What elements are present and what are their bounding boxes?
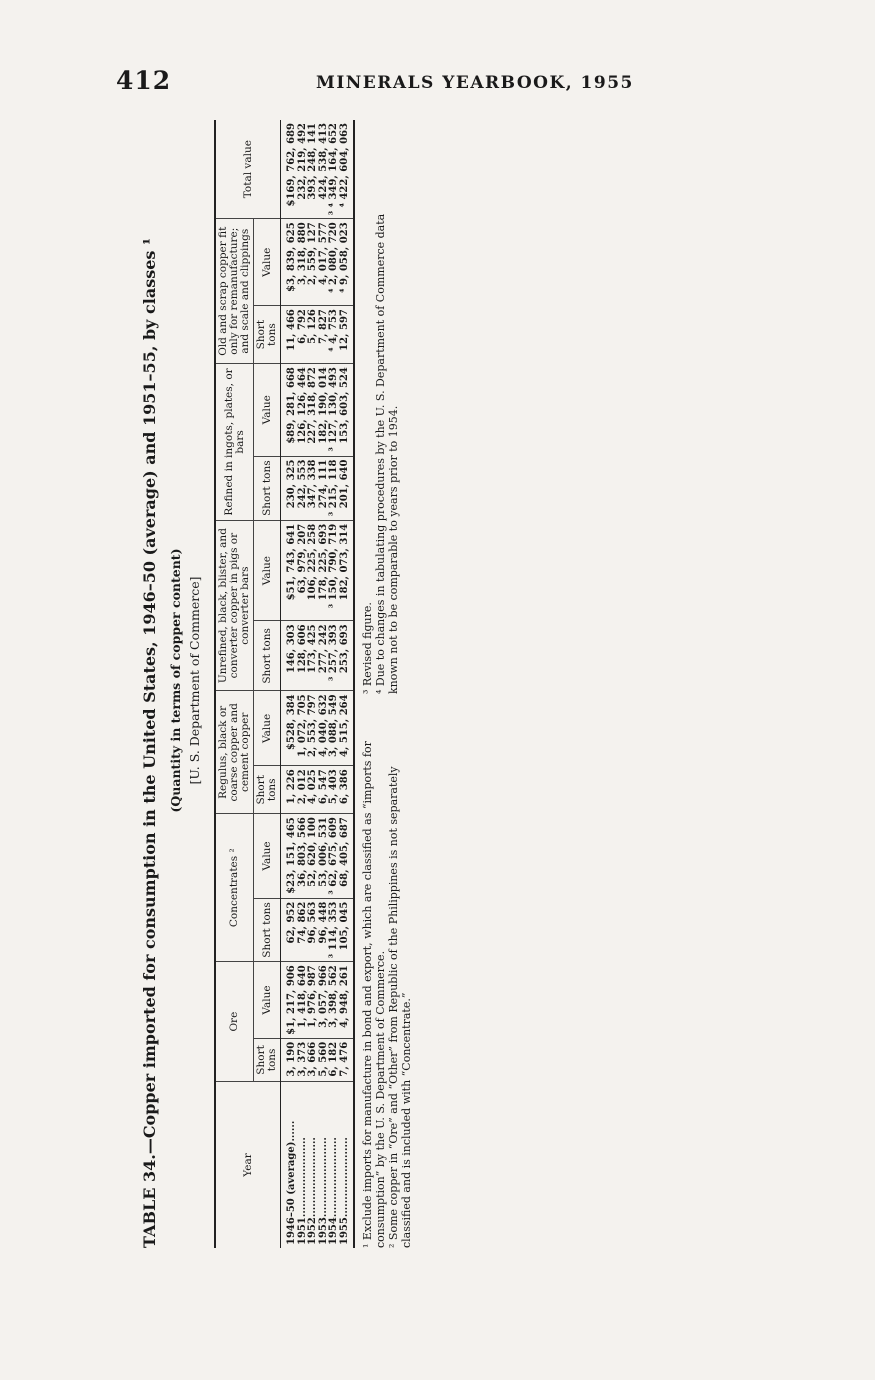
data-cell: 4, 040, 632: [319, 691, 330, 766]
data-cell: 173, 425: [308, 621, 319, 691]
short-tons-header: Short tons: [254, 456, 281, 520]
scrap-header: Old and scrap copper fit only for remanufacture; and scale and clippings: [215, 219, 254, 364]
data-cell: ³ 114, 353: [329, 898, 340, 962]
data-cell: 178, 225, 693: [319, 520, 330, 621]
data-cell: ⁴ 422, 604, 063: [340, 120, 355, 219]
data-cell: 1, 226: [281, 766, 298, 814]
data-cell: 3, 398, 562: [329, 962, 340, 1039]
data-cell: 3, 373: [298, 1038, 309, 1081]
data-cell: 424, 538, 413: [319, 120, 330, 219]
data-cell: $23, 151, 465: [281, 814, 298, 898]
data-cell: 74, 862: [298, 898, 309, 962]
data-cell: ³ 62, 675, 609: [329, 814, 340, 898]
data-cell: 7, 827: [319, 306, 330, 364]
copper-imports-table: [214, 120, 355, 1248]
data-cell: $169, 762, 689: [281, 120, 298, 219]
data-cell: 2, 559, 127: [308, 219, 319, 306]
data-cell: 347, 338: [308, 456, 319, 520]
table-row: [298, 120, 309, 1248]
table-row: [308, 120, 319, 1248]
data-cell: $3, 839, 625: [281, 219, 298, 306]
value-header: Value: [254, 364, 281, 456]
table-row: [340, 120, 355, 1248]
data-cell: ³ 150, 790, 719: [329, 520, 340, 621]
data-cell: 277, 242: [319, 621, 330, 691]
data-cell: 11, 466: [281, 306, 298, 364]
data-cell: 6, 792: [298, 306, 309, 364]
year-cell: 1946–50 (average)......: [286, 1120, 298, 1245]
rotated-table-block: [140, 113, 520, 1248]
short-tons-header: Short tons: [254, 898, 281, 962]
data-cell: 182, 190, 014: [319, 364, 330, 456]
data-cell: $1, 217, 906: [281, 962, 298, 1039]
table-title: TABLE 34.—Copper imported for consumption in the United States, 1946–50 (average) and 1951–55, by classes ¹: [140, 238, 159, 1248]
data-cell: 4, 948, 261: [340, 962, 355, 1039]
data-cell: 153, 603, 524: [340, 364, 355, 456]
data-cell: 128, 606: [298, 621, 309, 691]
data-cell: 1, 418, 640: [298, 962, 309, 1039]
short-tons-header: Short tons: [254, 306, 281, 364]
regulus-header: Regulus, black or coarse copper and cement copper: [215, 691, 254, 814]
data-cell: 6, 547: [319, 766, 330, 814]
footnotes: [361, 113, 413, 1248]
year-header: Year: [215, 1082, 281, 1249]
data-cell: 4, 017, 577: [319, 219, 330, 306]
data-cell: ³ 257, 393: [329, 621, 340, 691]
data-cell: 7, 476: [340, 1038, 355, 1081]
data-cell: 5, 403: [329, 766, 340, 814]
data-cell: ³ ⁴ 349, 164, 652: [329, 120, 340, 219]
data-cell: 106, 225, 258: [308, 520, 319, 621]
footnote-1: ¹ Exclude imports for manufacture in bond and export, which are classified as “imports for consumption” by the U. S. Department of Commerce.: [361, 741, 388, 1248]
data-cell: 5, 560: [319, 1038, 330, 1081]
table-row: [329, 120, 340, 1248]
concentrates-header: Concentrates ²: [215, 814, 254, 962]
value-header: Value: [254, 520, 281, 621]
table-body: [281, 120, 355, 1248]
data-cell: 146, 303: [281, 621, 298, 691]
value-header: Value: [254, 691, 281, 766]
data-cell: 6, 386: [340, 766, 355, 814]
data-cell: 105, 045: [340, 898, 355, 962]
data-cell: 393, 248, 141: [308, 120, 319, 219]
total-value-header: Total value: [215, 120, 281, 219]
data-cell: ⁴ 4, 753: [329, 306, 340, 364]
data-cell: ³ 215, 118: [329, 456, 340, 520]
data-cell: ⁴ 2, 080, 720: [329, 219, 340, 306]
year-cell: 1953.......................: [317, 1137, 329, 1245]
data-cell: 182, 073, 314: [340, 520, 355, 621]
value-header: Value: [254, 962, 281, 1039]
data-cell: 96, 448: [319, 898, 330, 962]
short-tons-header: Short tons: [254, 621, 281, 691]
ore-header: Ore: [215, 962, 254, 1082]
data-cell: 3, 057, 966: [319, 962, 330, 1039]
data-cell: 36, 803, 566: [298, 814, 309, 898]
footnote-2: ² Some copper in “Ore” and “Other” from Republic of the Philippines is not separately classified and is included with “Concentrate.”: [387, 766, 414, 1248]
table-source: [U. S. Department of Commerce]: [187, 576, 202, 785]
data-cell: 68, 405, 687: [340, 814, 355, 898]
data-cell: $51, 743, 641: [281, 520, 298, 621]
footnote-4: ⁴ Due to changes in tabulating procedures by the U. S. Department of Commerce data known not to be comparable to years prior to 1954.: [374, 213, 401, 694]
data-cell: 4, 515, 264: [340, 691, 355, 766]
data-cell: 227, 318, 872: [308, 364, 319, 456]
footnotes-right: [361, 174, 413, 694]
data-cell: 3, 190: [281, 1038, 298, 1081]
data-cell: 1, 072, 705: [298, 691, 309, 766]
data-cell: ⁴ 9, 058, 023: [340, 219, 355, 306]
data-cell: $89, 281, 668: [281, 364, 298, 456]
table-row: [281, 120, 298, 1248]
data-cell: 96, 563: [308, 898, 319, 962]
data-cell: 63, 979, 207: [298, 520, 309, 621]
unrefined-header: Unrefined, black, blister, and converter copper in pigs or converter bars: [215, 520, 254, 691]
data-cell: 230, 325: [281, 456, 298, 520]
year-cell: 1952.......................: [307, 1137, 319, 1245]
data-cell: 3, 318, 880: [298, 219, 309, 306]
data-cell: 274, 111: [319, 456, 330, 520]
footnote-3: ³ Revised figure.: [361, 602, 375, 694]
running-head: MINERALS YEARBOOK, 1955: [316, 73, 634, 93]
data-cell: 62, 952: [281, 898, 298, 962]
data-cell: 2, 012: [298, 766, 309, 814]
short-tons-header: Short tons: [254, 766, 281, 814]
year-cell: 1955.......................: [340, 1082, 355, 1249]
refined-header: Refined in ingots, plates, or bars: [215, 364, 254, 521]
data-cell: 126, 126, 464: [298, 364, 309, 456]
short-tons-header: Short tons: [254, 1038, 281, 1081]
footnotes-left: [361, 728, 413, 1248]
data-cell: 232, 219, 492: [298, 120, 309, 219]
data-cell: 242, 553: [298, 456, 309, 520]
data-cell: 53, 006, 531: [319, 814, 330, 898]
value-header: Value: [254, 219, 281, 306]
data-cell: 201, 640: [340, 456, 355, 520]
data-cell: 3, 666: [308, 1038, 319, 1081]
data-cell: 6, 182: [329, 1038, 340, 1081]
year-cell: 1951.......................: [296, 1137, 308, 1245]
data-cell: 4, 025: [308, 766, 319, 814]
data-cell: 3, 088, 549: [329, 691, 340, 766]
data-cell: 5, 126: [308, 306, 319, 364]
value-header: Value: [254, 814, 281, 898]
data-cell: 253, 693: [340, 621, 355, 691]
year-cell: 1954.......................: [328, 1137, 340, 1245]
page-number: 412: [116, 66, 172, 95]
data-cell: 12, 597: [340, 306, 355, 364]
data-cell: 1, 976, 987: [308, 962, 319, 1039]
data-cell: $528, 384: [281, 691, 298, 766]
data-cell: ³ 127, 130, 493: [329, 364, 340, 456]
data-cell: 52, 620, 100: [308, 814, 319, 898]
table-subtitle: (Quantity in terms of copper content): [168, 548, 183, 813]
data-cell: 2, 553, 797: [308, 691, 319, 766]
